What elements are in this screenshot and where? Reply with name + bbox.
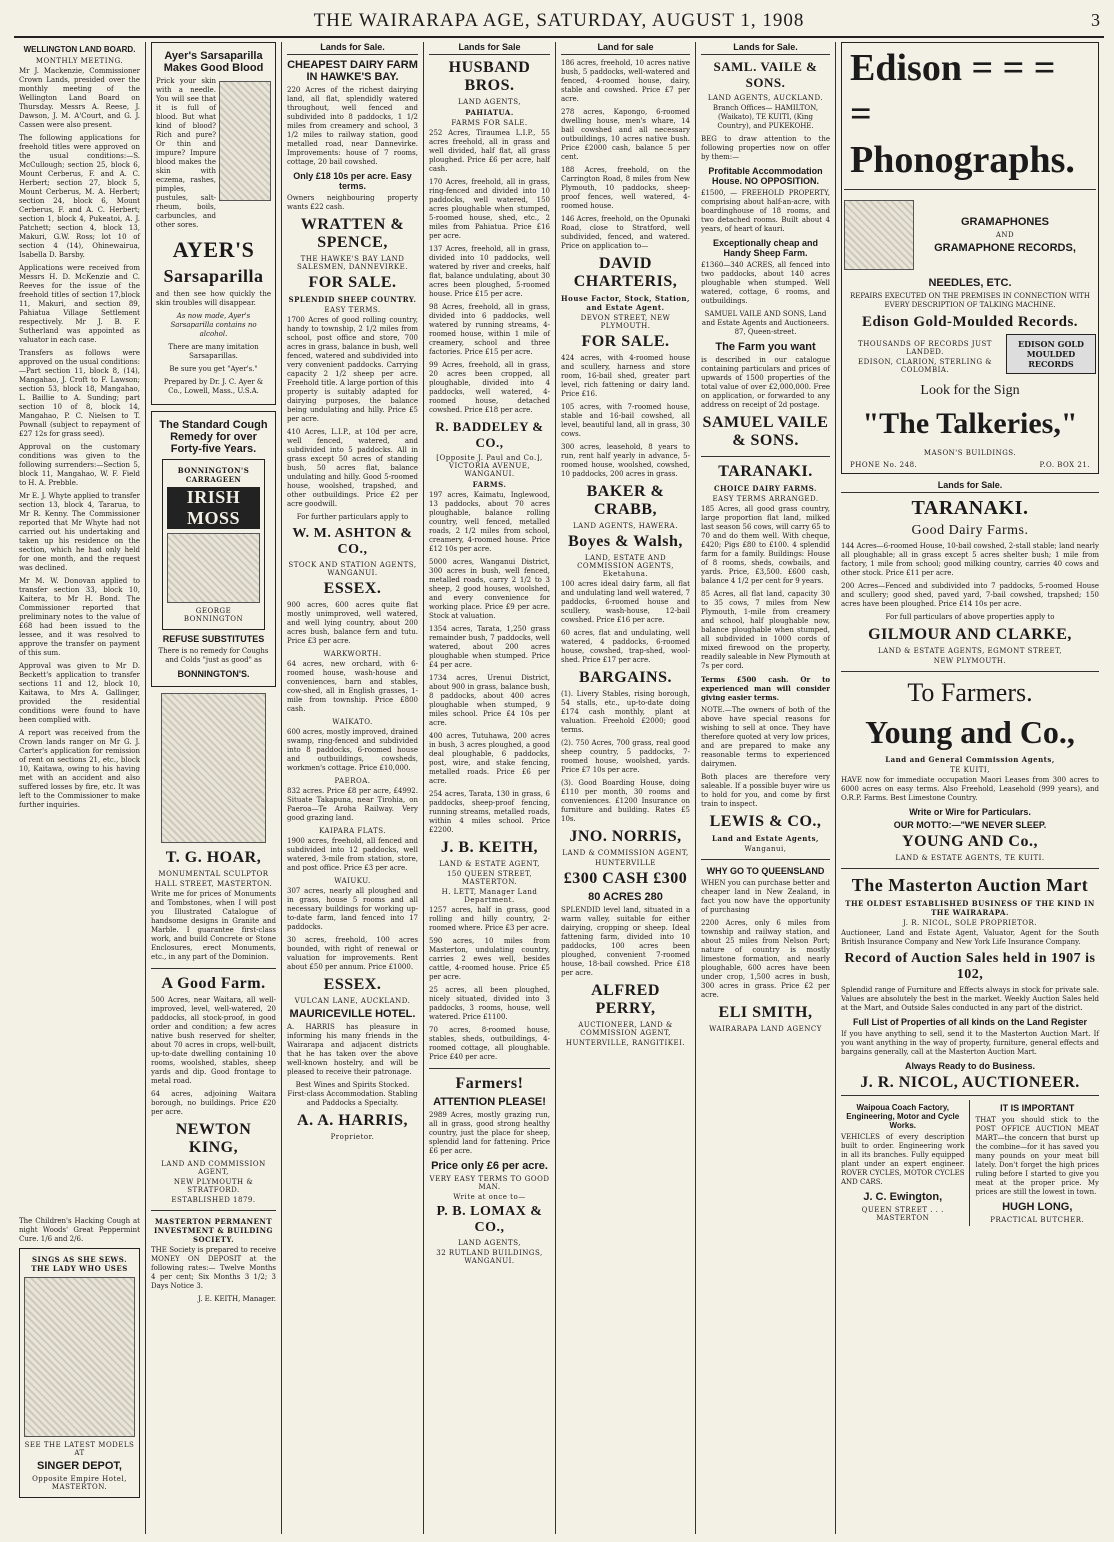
- agent-name: ESSEX.: [323, 976, 382, 993]
- singer-section: [19, 1217, 140, 1504]
- hoar-address: HALL STREET, MASTERTON.: [154, 880, 273, 888]
- singer-advert: [19, 1248, 140, 1498]
- ad-body: 254 acres, Tarata, 130 in grass, 6 paddocks, sheep-proof fencing, running streams, metalled roads, within 4 miles school. Price £2200.: [429, 790, 550, 834]
- ad-body: BEG to draw attention to the following properties now on offer by them:—: [701, 135, 830, 161]
- ayers-tail: and then see how quickly the skin troubles will disappear.: [156, 290, 271, 307]
- ad-heading: The Farm you want: [715, 341, 816, 353]
- agent-address: Wanganui,: [744, 845, 787, 853]
- and-word: AND: [995, 231, 1015, 239]
- ad-body: 1257 acres, half in grass, good rolling and hilly country, 2-roomed where. Price £3 per acre.: [429, 906, 550, 932]
- ad-heading: ESSEX.: [323, 580, 382, 597]
- thousands-records: THOUSANDS OF RECORDS JUST LANDED.: [858, 340, 992, 356]
- young-address-2: LAND & ESTATE AGENTS, TE KUITI.: [895, 854, 1045, 862]
- article-subheading: MONTHLY MEETING.: [35, 57, 124, 65]
- ayers-sure: Be sure you get "Ayer's.": [169, 365, 258, 373]
- queensland-heading: WHY GO TO QUEENSLAND: [706, 866, 825, 876]
- location: PAEROA.: [334, 777, 371, 785]
- ayers-imitation: There are many imitation Sarsaparillas.: [168, 343, 259, 360]
- ad-subheading: SPLENDID SHEEP COUNTRY.: [288, 295, 417, 304]
- ewington-name: J. C. Ewington,: [863, 1191, 943, 1203]
- ad-body: 197 acres, Kaimatu, Inglewood, 13 paddocks, about 70 acres ploughable, balance rolling country, well fenced, metalled roads, 2 1/2 miles from school, creamery, 4-roomed house. Price £12 10s per acre.: [429, 491, 550, 553]
- ad-body: 146 Acres, freehold, on the Opunaki Road, close to Stratford, well subdivided, fenced, and watered. Price on application to—: [561, 215, 690, 250]
- auctioneer-name: J. R. NICOL, AUCTIONEER.: [860, 1074, 1080, 1091]
- attention-heading: ATTENTION PLEASE!: [433, 1096, 546, 1108]
- ad-body: 307 acres, nearly all ploughed and in grass, house 5 rooms and all necessary buildings for working up-to-date farm, land fenced into 17 paddocks.: [287, 887, 418, 931]
- cough-note: The Children's Hacking Cough at night Woods' Great Peppermint Cure. 1/6 and 2/6.: [19, 1217, 140, 1243]
- bonningtons-carrageen: BONNINGTON'S CARRAGEEN: [177, 466, 250, 484]
- ayers-sarsaparilla-advert: [151, 42, 276, 405]
- ad-body: Auctioneer, Land and Estate Agent, Valuator, Agent for the South British Insurance Company and New York Life Insurance Company.: [841, 929, 1099, 946]
- newton-king-name: NEWTON KING,: [175, 1121, 252, 1156]
- singer-address: Opposite Empire Hotel, MASTERTON.: [32, 1475, 127, 1491]
- gold-moulded-heading: Edison Gold-Moulded Records.: [861, 314, 1079, 330]
- young-location: TE KUITI,: [950, 766, 990, 774]
- ad-body: £1500, — FREEHOLD PROPERTY, comprising about half-an-acre, with boardinghouse of 18 rooms, and two detached rooms. Built about 4 years, of heart of kauri.: [701, 189, 830, 233]
- needles-heading: NEEDLES, ETC.: [928, 277, 1012, 289]
- agent-trade: House Factor, Stock, Station, and Estate Agent.: [561, 294, 690, 312]
- look-for-sign: Look for the Sign: [920, 383, 1020, 398]
- proprietor: J. R. NICOL, SOLE PROPRIETOR.: [902, 919, 1037, 927]
- acres-heading: 80 ACRES 280: [588, 891, 663, 903]
- ad-body: 2200 Acres, only 6 miles from township and railway station, and about 25 miles from Nelson Port; nature of country is mostly limestone formation, and nearly ploughable, 600 acres have been under crop, 1,500 acres in bush, 300 acres in grass. Price £2 per acre.: [701, 919, 830, 999]
- article-paragraph: Transfers as follows were approved on the usual conditions:—Part section 11, block 8, (14), Mangahao, J. Croft to F. Lawson; section 53, block 18, Mangahao, L. Baillie to A. Sunding; part section 10 of 8, block 14, Mangahao, P. C. Nielsen to T. Pownall (subject to repayment of £27 12s for grass seed).: [19, 349, 140, 438]
- section-header: Lands for Sale.: [701, 42, 830, 55]
- ad-body: NOTE.—The owners of both of the above have special reasons for wishing to sell at once. They have therefore quoted at very low prices, and are prepared to make any reasonable terms to experienced dairymen.: [701, 706, 830, 768]
- ad-body: 100 acres ideal dairy farm, all flat and undulating land well watered, 7 paddocks, 6-roomed house and scullery, wash-house, 12-bail cowshed. Price £16 per acre.: [561, 580, 690, 624]
- article-paragraph: The following applications for freehold titles were approved on the usual conditions:—S. McCullough; section 25, block 6, Mount Cerberus, F. and A. C. Herbert; section 27, block 5, Mount Cerberus, M. A. Herbert; section 24, block 6, Mount Cerberus, F. and A. C. Herbert; section 1, block 4, Pukeatoi, A. J. Patchett; section 4, block 13, Makuri, G.W. Ross; lot 10 of section 4 (14), Ohinewairua, Isabella D. Barsby.: [19, 134, 140, 259]
- agent-name: GILMOUR AND CLARKE,: [868, 626, 1072, 643]
- package-text-illustration: [167, 533, 260, 603]
- society-signature: J. E. KEITH, Manager.: [197, 1295, 276, 1303]
- agent-trade: AUCTIONEER, LAND & COMMISSION AGENT,: [578, 1021, 673, 1037]
- ad-terms: Terms £500 cash. Or to experienced man will consider giving easier terms.: [701, 675, 830, 702]
- gramophone-illustration: [844, 200, 914, 270]
- agent-trade: LAND & COMMISSION AGENT,: [562, 849, 689, 857]
- article-paragraph: Approval on the customary conditions was given to the following surrenders:—Section 5, block 11, Mangahao, W. F. Field to H. A. Prebble.: [19, 443, 140, 487]
- newton-king-trade: LAND AND COMMISSION AGENT,: [161, 1160, 266, 1176]
- society-heading: MASTERTON PERMANENT INVESTMENT & BUILDING SOCIETY.: [153, 1217, 274, 1244]
- ad-body: 1900 acres, freehold, all fenced and subdivided into 12 paddocks, well watered, 3-mile from station, store, and post office. Price £3 per acre.: [287, 837, 418, 872]
- ad-body: 220 Acres of the richest dairying land, all flat, splendidly watered throughout, well fenced and subdivided into 8 paddocks, 1 1/2 miles from creamery and school, 3 1/2 miles to railway station, good metalled road, near Dannevirke. Improvements: house of 7 rooms, cottage, 20 bail cowshed.: [287, 86, 418, 166]
- ad-heading: FOR SALE.: [308, 274, 397, 291]
- agent-address: LAND & ESTATE AGENTS, EGMONT STREET,: [878, 647, 1062, 655]
- ad-body: 278 acres, Kapongo, 6-roomed dwelling house, men's whare, 14 bail cowshed and all necessary outbuildings, 10 acres native bush. Price £2000 cash, balance 5 per cent.: [561, 108, 690, 161]
- article-paragraph: Mr E. J. Whyte applied to transfer section 13, block 4, Tararua, to Mr R. Kenny. The Commissioner reported that Mr Whyte had not carried out his undertaking and taken up his residence on the section, which he had only held for one month, and the request was declined.: [19, 492, 140, 572]
- coach-factory-heading: Waipoua Coach Factory, Engineering, Motor and Cycle Works.: [846, 1103, 960, 1130]
- auction-record: Record of Auction Sales held in 1907 is 102,: [844, 951, 1096, 982]
- article-paragraph: Approval was given to Mr D. Beckett's application to transfer sections 11 and 12, block 10, Kaitawa, to Mrs A. Gallinger, provided the residential conditions were found to have been complied with.: [19, 662, 140, 724]
- singer-models: SEE THE LATEST MODELS AT: [24, 1441, 135, 1457]
- ad-body: 2989 Acres, mostly grazing run, all in grass, good strong healthy country, just the place for sheep, splendid land for fattening. Price £6 per acre.: [429, 1111, 550, 1155]
- agent-name: R. BADDELEY & CO.,: [435, 419, 544, 450]
- ad-subheading: CHOICE DAIRY FARMS.: [713, 484, 817, 493]
- article-paragraph: Mr M. W. Donovan applied to transfer section 33, block 10, Kaitera, to Mr H. Bond. The Commissioner reported that preliminary notes to the value of £68 had been issued to the lessee, and it was resolved to approve the transfer on payment of this sum.: [19, 577, 140, 657]
- ad-body: 99 Acres, freehold, all in grass, 20 acres been cropped, all ploughable, divided into 4 paddocks, well watered, 4-roomed house, detached cowshed. Price £18 per acre.: [429, 361, 550, 414]
- ad-write: Write at once to—: [453, 1193, 526, 1201]
- ad-body: 424 acres, with 4-roomed house and scullery, harness and store room, 16-bail shed, greater part level, rich fattening or dairy land. Price £16.: [561, 354, 690, 398]
- ad-body: 1734 acres, Urenui District, about 900 in grass, balance bush, 8 paddocks, about 400 acres ploughable when stumped, 9 miles school. Price £4 10s per acre.: [429, 674, 550, 727]
- taranaki-heading: TARANAKI.: [718, 463, 813, 480]
- important-heading: IT IS IMPORTANT: [1000, 1103, 1075, 1113]
- ad-body: VEHICLES of every description built to order. Engineering work in all its branches. Fully equipped plant under an expert engineer. ROVER CYCLES, MOTOR CYCLES AND CARS.: [841, 1133, 965, 1186]
- ad-heading: FOR SALE.: [581, 333, 670, 350]
- ad-terms: EASY TERMS ARRANGED.: [712, 495, 819, 503]
- ad-body: 300 acres, leasehold, 8 years to run, rent half yearly in advance, 5-roomed house, woolshed, cowshed, 10 paddocks, 200 acres in grass.: [561, 443, 690, 478]
- agent-name: LEWIS & CO.,: [709, 813, 822, 830]
- ad-body: 144 Acres—6-roomed House, 10-bail cowshed, 2-stall stable; land nearly all ploughable; all in grass except 5 acres shelter bush; 1 mile from factory, 1 mile from school; good milking country, carries 40 cows and other stock. Price £11 per acre.: [841, 542, 1099, 577]
- location: WAIUKU.: [334, 877, 371, 885]
- ayers-alcohol-note: As now made, Ayer's Sarsaparilla contains no alcohol.: [170, 312, 257, 338]
- agent-trade: WAIRARAPA LAND AGENCY: [709, 1025, 822, 1033]
- edison-phonographs-advert: [841, 42, 1099, 474]
- ad-body: THAT you should stick to the POST OFFICE AUCTION MEAT MART—the concern that burst up the combine—for it has saved you many pounds on your meat bill lately. Don't forget the high prices ruling before I started to give you meat at the proper price. My prices are still the lowest in town.: [975, 1116, 1099, 1196]
- ad-body: 85 Acres, all flat land, capacity 30 to 35 cows, 7 miles from New Plymouth, 1-mile from creamery and school, half ploughable now, balance ploughable when stumped, all subdivided in 1000 cords of mixed firewood on the property, readily saleable in New Plymouth at 7s per cord.: [701, 590, 830, 670]
- section-header: Lands for Sale.: [841, 480, 1099, 493]
- ad-price: Price only £6 per acre.: [431, 1160, 548, 1172]
- cough-remedy-headline: The Standard Cough Remedy for over Forty-five Years.: [159, 419, 268, 455]
- ad-body: If you have anything to sell, send it to the Masterton Auction Mart. If you want anything in the way of property, furniture, general effects and bargains generally, call at the Masterton Auction Mart.: [841, 1030, 1099, 1056]
- ad-body: For full particulars of above properties apply to: [885, 613, 1055, 621]
- ad-body: 185 Acres, all good grass country, large proportion flat land, milked last season 56 cows, will carry 65 to 70 and do them well. With cheque, £420; Pigs £80 to £100. 4 splendid farm for a family. Buildings: House of 8 rooms, sheds, cowbails, and yards. Price, £3,500. £600 cash, balance 4 1/2 per cent for 9 years.: [701, 505, 830, 585]
- newton-king-established: ESTABLISHED 1879.: [171, 1196, 256, 1204]
- proprietor-title: Proprietor.: [330, 1133, 375, 1141]
- branch-offices: Branch Offices— HAMILTON, (Waikato), TE KUITI, (King Country), and PUKEKOHE.: [712, 104, 819, 130]
- bonningtons-package: [162, 459, 265, 630]
- record-cylinder-illustration: EDISON GOLD MOULDED RECORDS: [1006, 334, 1096, 374]
- ad-body: 600 acres, mostly improved, drained swamp, ring-fenced and subdivided into 8 paddocks, 6-roomed house and outbuildings, cowsheds, workmen's cottage. Price £10,000.: [287, 728, 418, 772]
- ad-body: Both places are therefore very saleable. If a possible buyer wire us to hold for you, and come by first train to inspect.: [701, 773, 830, 808]
- location: KAIPARA FLATS.: [318, 827, 387, 835]
- mason-buildings: MASON'S BUILDINGS.: [923, 449, 1017, 457]
- gramophone-records-heading: GRAMAPHONE RECORDS,: [934, 242, 1076, 254]
- ad-body: (1). Livery Stables, rising borough, 54 stalls, etc., up-to-date doing £174 cash monthly, plant at valuation. Freehold £2000; good terms.: [561, 690, 690, 734]
- ad-body: Owners neighbouring property wants £22 cash.: [287, 194, 418, 211]
- ad-subheading: FARMS.: [472, 480, 507, 489]
- article-heading: WELLINGTON LAND BOARD.: [23, 45, 136, 54]
- good-dairy-farms: Good Dairy Farms.: [911, 523, 1029, 538]
- refuse-substitutes: REFUSE SUBSTITUTES: [162, 634, 265, 644]
- hotel-features: Best Wines and Spirits Stocked. First-class Accommodation. Stabling and Paddocks a Specialty.: [287, 1081, 418, 1107]
- article-paragraph: A report was received from the Crown lands ranger on Mr G. J. Carter's application for remission of rent on sections 21, etc., block 10, Kaitawa, owing to his having met with an accident and also suffered losses by fire, etc. It was left to the Commissioner to make further inquiries.: [19, 729, 140, 809]
- phone-number: PHONE No. 248.: [850, 461, 918, 469]
- agent-name: P. B. LOMAX & CO.,: [436, 1204, 543, 1235]
- section-header: Lands for Sale.: [287, 42, 418, 55]
- ayers-brand: AYER'S: [172, 237, 255, 262]
- ad-body: 186 acres, freehold, 10 acres native bush, 5 paddocks, well-watered and fenced, 4-roomed house, dairy, stable and cowshed. Price £7 per acre.: [561, 59, 690, 103]
- always-ready: Always Ready to do Business.: [904, 1061, 1036, 1071]
- masthead-title: THE WAIRARAPA AGE, SATURDAY, AUGUST 1, 1908: [313, 10, 805, 31]
- edison-title: Edison = = =: [850, 47, 1056, 89]
- bonnington-name: GEORGE BONNINGTON: [183, 607, 244, 623]
- young-trade: Land and General Commission Agents,: [885, 755, 1055, 764]
- ad-body: HAVE now for immediate occupation Maori Leases from 300 acres to 6000 acres on easy terms. Also Freehold, Leasehold (999 years), and O.R.P. Farms. Best Limestone Country.: [841, 776, 1099, 802]
- good-farm-body-2: 64 acres, adjoining Waitara borough, no buildings. Price £20 per acre.: [151, 1090, 276, 1116]
- agent-name: JNO. NORRIS,: [569, 828, 682, 845]
- repairs-notice: REPAIRS EXECUTED ON THE PREMISES IN CONNECTION WITH EVERY DESCRIPTION OF TALKING MACHINE.: [850, 292, 1090, 309]
- column-lands-for-sale-2: [424, 42, 556, 1534]
- society-body: THE Society is prepared to receive MONEY ON DEPOSIT at the following rates:— Twelve Months 4 per cent; Six Months 3 1/2; 3 Days Notice 3.: [151, 1246, 276, 1290]
- talkeries-name: "The Talkeries,": [862, 407, 1078, 440]
- agent-trade: LAND, ESTATE AND COMMISSION AGENTS, Eketahuna.: [577, 554, 674, 578]
- proprietor-name: A. A. HARRIS,: [297, 1112, 408, 1129]
- to-farmers-heading: To Farmers.: [907, 678, 1033, 707]
- ad-body: is described in our catalogue containing particulars and prices of upwards of 1500 properties of the total value of over £2,000,000. Free on application, or forwarded to any address on receipt of 2d postage.: [701, 356, 830, 409]
- agent-name: ALFRED PERRY,: [591, 982, 660, 1017]
- agent-trade: LAND AGENTS, AUCKLAND.: [707, 94, 824, 102]
- ad-body: 70 acres, 8-roomed house, stables, sheds, outbuildings, 4-roomed cottage, all ploughable. Price £40 per acre.: [429, 1026, 550, 1061]
- ad-body: 252 Acres, Tiraumea L.I.P., 55 acres freehold, all in grass and well divided, half flat, all grass ploughed. Price £6 per acre, half cash.: [429, 129, 550, 173]
- ayers-preparer: Prepared by Dr. J. C. Ayer & Co., Lowell, Mass., U.S.A.: [163, 378, 264, 395]
- ayers-body: Prick your skin with a needle. You will see that it is full of blood. But what kind of blood? Rich and pure? Or thin and impure? Impure blood makes the skin with eczema, rashes, pimples, pustules, salt-rheum, boils, carbuncles, and other sores.: [156, 77, 216, 229]
- agent-name: SAMUEL VAILE & SONS.: [702, 414, 829, 449]
- agent-name: DAVID CHARTERIS,: [573, 255, 678, 290]
- refuse-body: There is no remedy for Coughs and Colds "just as good" as: [158, 647, 269, 664]
- agent-name: W. M. ASHTON & CO.,: [292, 526, 413, 557]
- ad-body: For further particulars apply to: [296, 513, 409, 521]
- young-name-2: YOUNG AND Co.,: [902, 833, 1038, 850]
- auction-mart-subheading: THE OLDEST ESTABLISHED BUSINESS OF THE KIND IN THE WAIRARAPA.: [845, 899, 1095, 917]
- agent-name: Boyes & Walsh,: [568, 533, 683, 550]
- ad-terms: EASY TERMS.: [324, 306, 381, 314]
- ad-body: 900 acres, 600 acres quite flat mostly unimproved, well watered, and well lying country, about 200 acres bush, balance fern and tutu. Price £3 per acre.: [287, 601, 418, 645]
- taranaki-heading: TARANAKI.: [911, 497, 1029, 519]
- singer-depot: SINGER DEPOT,: [37, 1460, 122, 1472]
- young-and-co-name: Young and Co.,: [865, 714, 1075, 750]
- cash-heading: £300 CASH £300: [563, 870, 688, 887]
- section-header: Lands for Sale: [429, 42, 550, 55]
- motto: OUR MOTTO:—"WE NEVER SLEEP.: [893, 820, 1047, 830]
- gramophones-heading: GRAMAPHONES: [960, 216, 1049, 228]
- agent-address: HUNTERVILLE, RANGITIKEI.: [565, 1039, 686, 1047]
- agent-address: STOCK AND STATION AGENTS, WANGANUI.: [288, 561, 417, 577]
- good-farm-body: 500 Acres, near Waitara, all well-improved, level, well-watered, 20 paddocks, all stock-proof, in good order and condition; a few acres native bush reserved for shelter, about 70 acres in crops, well-built, up-to-date dwelling containing 10 rooms, woolshed, stables, sheep yards and dip. Good frontage to metal road.: [151, 996, 276, 1085]
- ad-body: 64 acres, new orchard, with 6-roomed house, wash-house and conveniences, barn and stables, cow-shed, all in English grasses, 1-mile from township. Price £800 cash.: [287, 660, 418, 713]
- agent-name: BAKER & CRABB,: [586, 483, 665, 518]
- agent-address: 150 QUEEN STREET, MASTERTON.: [446, 870, 533, 886]
- agent-trade: Land and Estate Agents,: [712, 834, 819, 843]
- ad-body: 25 acres, all been ploughed, nicely situated, divided into 3 paddocks, 3 rooms, house, well watered. Price £1100.: [429, 986, 550, 1021]
- bonningtons-brand: BONNINGTON'S.: [177, 669, 250, 679]
- agent-address: THE HAWKE'S BAY LAND SALESMEN, DANNEVIRKE.: [297, 255, 408, 271]
- ad-body: 400 acres, Tutuhawa, 200 acres in bush, 3 acres ploughed, a good deal ploughable, 6 paddocks, post, wire, and stake fencing, metalled roads. Price £6 per acre.: [429, 732, 550, 785]
- ad-body: WHEN you can purchase better and cheaper land in New Zealand, in fact you now have the opportunity of purchasing: [701, 879, 830, 914]
- ad-body: SPLENDID level land, situated in a warm valley, suitable for either dairying, cropping or sheep. Ideal fattening farm, divided into 10 paddocks, 100 acres been ploughed, convenient 7-roomed house, 18-bail cowshed. Price £18 per acre.: [561, 906, 690, 977]
- agent-address: 32 RUTLAND BUILDINGS, WANGANUI.: [436, 1249, 543, 1265]
- agent-trade: LAND & ESTATE AGENT,: [439, 860, 540, 868]
- ad-body: 410 Acres, L.I.P., at 10d per acre, well fenced, watered, and subdivided into 5 paddocks. All in grass except 50 acres of standing bush, 50 acres flat, balance undulating and hilly. Good 5-roomed house, woolshed, trapshed, and other outbuildings. Price £2 per acre goodwill.: [287, 428, 418, 508]
- bargains-heading: BARGAINS.: [579, 669, 672, 686]
- ad-body: 30 acres, freehold, 100 acres bounded, with right of renewal or valuation for improvements. Rent about £50 per annum. Price £1000.: [287, 936, 418, 971]
- woman-portrait-illustration: [219, 81, 271, 201]
- ad-heading: Profitable Accommodation House. NO OPPOSITION.: [708, 166, 823, 186]
- ayers-brand-product: Sarsaparilla: [163, 266, 264, 286]
- ayers-headline: Ayer's Sarsaparilla Makes Good Blood: [163, 50, 264, 74]
- ad-body: Splendid range of Furniture and Effects always in stock for private sale. Values are absolutely the best in the market. Weekly Auction Sales held at the Mart, and Outside Sales conducted in any part of the district.: [841, 986, 1099, 1012]
- agent-name: J. B. KEITH,: [440, 839, 539, 856]
- ad-body: 200 Acres—Fenced and subdivided into 7 paddocks, 5-roomed House and scullery; good shed, paved yard, 7-bail cowshed, trapshed; 150 acres have been ploughed. Price £14 10s per acre.: [841, 582, 1099, 608]
- hotel-body: A. HARRIS has pleasure in informing his many friends in the Wairarapa and adjacent districts that he has taken over the above well-known hostelry, and will be pleased to receive their patronage.: [287, 1023, 418, 1076]
- agent-trade: LAND AGENTS,: [458, 98, 521, 106]
- agent-name: SAML. VAILE & SONS.: [713, 59, 818, 90]
- hoar-name: T. G. HOAR,: [165, 849, 262, 866]
- ad-body: 5000 acres, Wanganui District, 300 acres in bush, well fenced, metalled roads, carry 2 1/2 to 3 sheep, 2 good houses, woolshed, and every convenience for working place. Price £9 per acre. Stock at valuation.: [429, 558, 550, 620]
- farmers-heading: Farmers!: [455, 1075, 524, 1092]
- ewington-address: QUEEN STREET . . . MASTERTON: [861, 1206, 944, 1222]
- ad-body: 137 Acres, freehold, all in grass, divided into 10 paddocks, well watered by river and creeks, half flat, balance undulating, about 30 acres been ploughed, 5-roomed house. Price £15 per acre.: [429, 245, 550, 298]
- po-box: P.O. BOX 21.: [1039, 461, 1090, 469]
- column-wellington-land-board: [14, 42, 146, 1534]
- ad-body: 170 Acres, freehold, all in grass, ring-fenced and divided into 10 paddocks, well watered, 150 acres ploughable when stumped, 5-roomed house, shed, etc., 2 miles from Pahiatua. Price £16 per acre.: [429, 178, 550, 240]
- ad-body: 60 acres, flat and undulating, well watered, 4 paddocks, 6-roomed house, cowshed, trap-shed, wool-shed. Price £17 per acre.: [561, 629, 690, 664]
- agent-location: PAHIATUA.: [465, 108, 514, 117]
- column-lands-for-sale-4: [696, 42, 836, 1534]
- agent-address: VULCAN LANE, AUCKLAND.: [294, 997, 411, 1005]
- newton-king-location: NEW PLYMOUTH & STRATFORD.: [173, 1178, 254, 1194]
- hoar-body: Write me for prices of Monuments and Tombstones, when I will post you Illustrated Catalogue of handsome designs in Granite and Marble. I guarantee first-class work, and build Concrete or Stone Enclosures, erect Monuments, etc., in any part of the Dominion.: [151, 890, 276, 961]
- butcher-name: HUGH LONG,: [1002, 1201, 1073, 1213]
- page-number: 3: [1091, 10, 1100, 30]
- ad-body: 98 Acres, freehold, all in grass, divided into 6 paddocks, well watered by running streams, 4-roomed house, within 1 mile of creamery, school and three factories. Price £15 per acre.: [429, 303, 550, 356]
- butcher-trade: PRACTICAL BUTCHER.: [990, 1216, 1085, 1224]
- column-lands-for-sale-3: [556, 42, 696, 1534]
- record-labels: EDISON, CLARION, STERLING & COLOMBIA.: [857, 358, 993, 374]
- masthead: [14, 8, 1104, 38]
- phonographs-title: = Phonographs.: [850, 93, 1075, 181]
- article-paragraph: Mr J. Mackenzie, Commissioner Crown Lands, presided over the monthly meeting of the Wellington Land Board on Thursday. Messrs A. Reese, J. Dawson, J. M. A'Court, and G. J. Cassen were also present.: [19, 67, 140, 129]
- ad-body: 590 acres, 10 miles from Masterton, undulating country, carries 2 ewes well, besides cattle, 4-roomed house. Price £5 per acre.: [429, 937, 550, 981]
- hoar-trade: MONUMENTAL SCULPTOR: [158, 870, 269, 878]
- ad-heading: CHEAPEST DAIRY FARM IN HAWKE'S BAY.: [287, 59, 418, 83]
- hotel-heading: MAURICEVILLE HOTEL.: [289, 1008, 416, 1020]
- ad-body: 1700 Acres of good rolling country, handy to township, 2 1/2 miles from school, post office and store, 700 acres in grass, balance in bush, well fenced, watered and subdivided into very convenient paddocks. Carrying capacity 2 1/2 sheep per acre. Freehold title. A large portion of this property is suitably adapted for dairying purposes, the balance being undulating and hilly. Price £5 per acre.: [287, 316, 418, 423]
- ad-heading: Exceptionally cheap and Handy Sheep Farm.: [712, 238, 819, 258]
- agent-name: WRATTEN & SPENCE,: [300, 216, 405, 251]
- ad-body: £1360—340 ACRES, all fenced into two paddocks, about 140 acres ploughable when stumped. Well watered, cottage, 6 rooms, and outbuildings.: [701, 261, 830, 305]
- ad-body: (3). Good Boarding House, doing £110 per month, 30 rooms and conveniences. £1200 Insurance on furniture and building. Rates £5 10s.: [561, 779, 690, 823]
- ad-body: (2). 750 Acres, 700 grass, real good sheep country, 5 paddocks, 7-roomed house, woolshed, yards. Price £7 10s per acre.: [561, 739, 690, 774]
- section-header: Land for sale: [561, 42, 690, 55]
- sewing-machine-illustration: [24, 1277, 135, 1437]
- agent-address: [Opposite J. Paul and Co.], VICTORIA AVENUE, WANGANUI.: [436, 454, 543, 478]
- land-register: Full List of Properties of all kinds on the Land Register: [852, 1017, 1088, 1027]
- location: WARKWORTH.: [323, 650, 382, 658]
- angel-monument-illustration: [161, 693, 266, 843]
- ad-body: 105 acres, with 7-roomed house, stable and 16-bail cowshed, all level, beautiful land, all in grass, 30 cows.: [561, 403, 690, 438]
- agent-trade: LAND AGENTS,: [458, 1239, 521, 1247]
- ad-price: Only £18 10s per acre. Easy terms.: [293, 171, 412, 191]
- agent-town: NEW PLYMOUTH.: [933, 657, 1007, 665]
- good-farm-heading: A Good Farm.: [161, 975, 266, 992]
- location: WAIKATO.: [332, 718, 373, 726]
- agent-address: LAND AGENTS, HAWERA.: [573, 522, 678, 530]
- column-edison-and-agents: [836, 42, 1104, 1534]
- ad-terms: VERY EASY TERMS TO GOOD MAN.: [429, 1175, 550, 1191]
- auction-mart-heading: The Masterton Auction Mart: [851, 875, 1089, 895]
- column-advertisements: [146, 42, 282, 1534]
- agent-name: HUSBAND BROS.: [448, 59, 531, 94]
- irish-moss-label: IRISH MOSS: [167, 487, 260, 529]
- agent-address: DEVON STREET, NEW PLYMOUTH.: [580, 314, 671, 330]
- article-paragraph: Applications were received from Messrs H. D. McKenzie and C. Reeves for the issue of the freehold titles of section 17,block 11, Makuri, and section 89, Pahiatua Village Settlement respectively. Mr J. B. F. Sutherland was appointed as valuator in each case.: [19, 264, 140, 344]
- agent-manager: H. LETT, Manager Land Department.: [441, 888, 538, 904]
- agent-name: ELI SMITH,: [718, 1004, 813, 1021]
- write-or-wire: Write or Wire for Particulars.: [909, 807, 1031, 817]
- bonningtons-advert: [151, 411, 276, 687]
- agent-address: HUNTERVILLE: [595, 859, 656, 867]
- column-lands-for-sale-1: [282, 42, 424, 1534]
- ad-body: 832 acres. Price £8 per acre, £4992. Situate Takapuna, near Tirohia, on Paeroa—Te Aroha Railway. Very good grazing land.: [287, 787, 418, 822]
- ad-body: 188 Acres, freehold, on the Carrington Road, 8 miles from New Plymouth, 10 paddocks, sheep-proof fences, well watered, 4-roomed house.: [561, 166, 690, 210]
- ad-body: SAMUEL VAILE AND SONS, Land and Estate Agents and Auctioneers. 87, Queen-street.: [701, 310, 830, 336]
- singer-headline: SINGS AS SHE SEWS. THE LADY WHO USES: [31, 1255, 128, 1273]
- ad-body: 1354 acres, Tarata, 1,250 grass remainder bush, 7 paddocks, well watered, about 200 acres ploughable when stumped. Price £4 per acre.: [429, 625, 550, 669]
- ad-subheading: FARMS FOR SALE.: [451, 119, 528, 127]
